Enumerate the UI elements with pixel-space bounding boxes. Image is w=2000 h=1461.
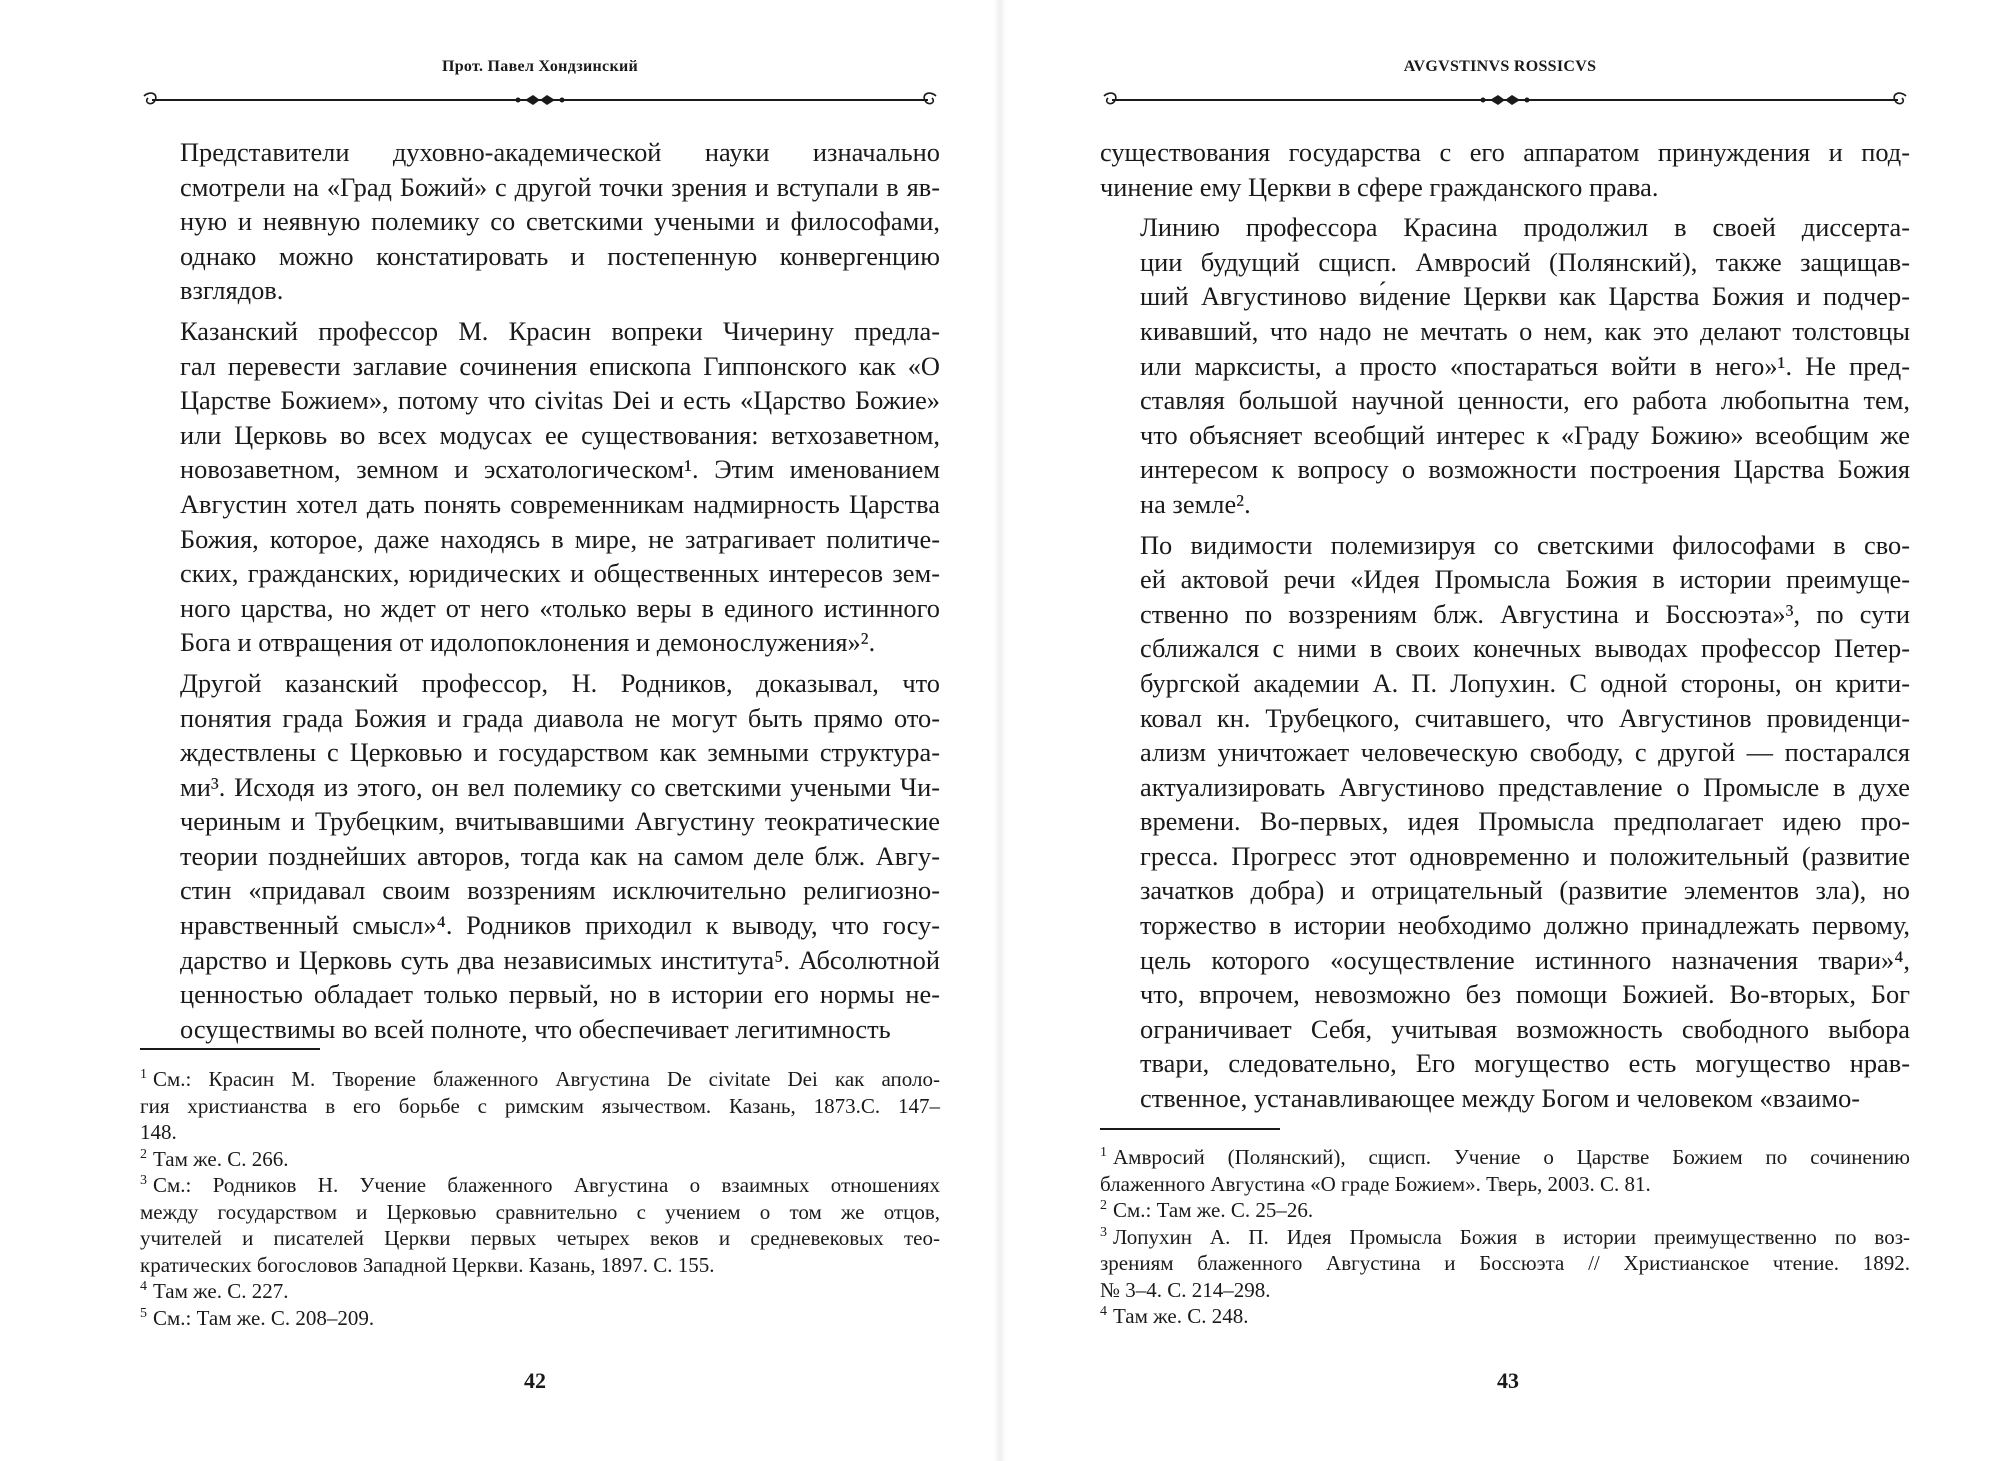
paragraph — [1100, 135, 1910, 204]
footnote-text: Там же. С. 266. — [153, 1146, 289, 1171]
footnote — [1100, 1197, 1910, 1224]
paragraph — [140, 314, 940, 660]
footnote-number: 3 — [140, 1173, 147, 1188]
paragraph — [140, 666, 940, 1047]
footnote-text: См.: Родников Н. Учение блаженного Августина о взаимных отношениях — [153, 1173, 940, 1197]
footnote-line — [140, 1066, 940, 1093]
footnote — [140, 1172, 940, 1278]
footnote-line — [1100, 1224, 1910, 1251]
footnote-line — [1100, 1303, 1910, 1330]
footnote-line — [1100, 1197, 1910, 1224]
text-line: ставляя большой научной ценности, его работа любопытна тем, — [1140, 385, 1910, 416]
text-line: сближался с ними в своих конечных выводах профессор Петер- — [1140, 633, 1910, 664]
footnote-text: блаженного Августина «О граде Божием». Тверь, 2003. С. 81. — [1100, 1171, 1651, 1196]
ornamental-rule-right — [1100, 88, 1910, 112]
footnote-number: 3 — [1100, 1224, 1107, 1240]
footnote-number: 1 — [1100, 1145, 1107, 1160]
page-number-left: 42 — [524, 1368, 546, 1393]
text-line: понятия града Божия и града диавола не могут быть прямо ото- — [180, 702, 940, 733]
running-head-left: Прот. Павел Хондзинский — [441, 58, 639, 75]
footnote-line — [140, 1172, 940, 1199]
footnote-number: 1 — [140, 1067, 147, 1082]
text-line: ную и неявную полемику со светскими учеными и философами, — [180, 206, 940, 237]
text-line: Казанский профессор М. Красин вопреки Чичерину предла- — [180, 315, 940, 346]
text-line: что, впрочем, невозможно без помощи Божией. Во-вторых, Бог — [1140, 979, 1910, 1010]
text-line: Представители духовно-академической науки изначально — [180, 137, 940, 167]
text-line: или марксисты, а просто «постараться войти в него»¹. Не пред- — [1140, 350, 1910, 381]
text-line: смотрели на «Град Божий» с другой точки зрения и вступали в яв- — [180, 171, 940, 202]
text-line: бургской академии А. П. Лопухин. С одной стороны, он крити- — [1140, 667, 1910, 698]
text-line: теории позднейших авторов, тогда как на самом деле блж. Авгу- — [180, 840, 940, 871]
footnote-line — [140, 1225, 940, 1252]
text-line: что объясняет всеобщий интерес к «Граду Божию» всеобщим же — [1140, 419, 1910, 450]
footnote-text: зрениям блаженного Августина и Боссюэта // Христианское чтение. 1892. — [1100, 1251, 1910, 1275]
text-line: гал перевести заглавие сочинения епископа Гиппонского как «О — [180, 350, 940, 381]
footnote-text: Лопухин А. П. Идея Промысла Божия в истории преимущественно по воз- — [1113, 1224, 1910, 1249]
text-line: ший Августиново ви́дение Церкви как Царства Божия и подчер- — [1140, 281, 1910, 312]
footnote-line — [140, 1146, 940, 1173]
text-line: стин «придавал своим воззрениям исключительно религиозно- — [180, 875, 940, 906]
footnote-number: 5 — [140, 1305, 147, 1321]
footnote-line — [1100, 1144, 1910, 1171]
footnote-text: № 3–4. С. 214–298. — [1100, 1277, 1271, 1302]
footnote-line — [140, 1305, 940, 1332]
right-footnotes — [1100, 1144, 1910, 1330]
paragraph — [1100, 528, 1910, 1116]
text-line: новозаветном, земном и эсхатологическом¹. Этим именованием — [180, 454, 940, 485]
text-line: ковал кн. Трубецкого, считавшего, что Августинов провиденци- — [1140, 702, 1910, 733]
footnote-text: между государством и Церковью сравнительно с учением о том же отцов, — [140, 1199, 940, 1224]
footnote-line — [140, 1119, 940, 1146]
footnote-text: учителей и писателей Церкви первых четырех веков и средневековых тео- — [140, 1226, 940, 1250]
text-line: взглядов. — [180, 275, 284, 306]
text-line: Бога и отвращения от идолопоклонения и демонослужения»². — [180, 627, 876, 658]
footnote-text: См.: Там же. С. 25–26. — [1113, 1198, 1314, 1222]
right-body-text — [1100, 135, 1910, 1116]
footnote-line — [1100, 1171, 1910, 1198]
footnote — [1100, 1144, 1910, 1197]
footnote-text: 148. — [140, 1120, 177, 1144]
footnote-text: гия христианства в его борьбе с римским язычеством. Казань, 1873.С. 147– — [140, 1093, 940, 1118]
text-line: ограничивает Себя, учитывая возможность свободного выбора — [1140, 1013, 1910, 1044]
footnote — [140, 1146, 940, 1173]
running-head-right: AVGVSTINVS ROSSICVS — [1403, 58, 1597, 75]
footnote-number: 4 — [1100, 1304, 1107, 1319]
text-line: существования государства с его аппаратом принуждения и под- — [1100, 137, 1910, 167]
text-line: ного царства, но ждет от него «только веры в единого истинного — [180, 592, 940, 623]
paragraph — [1100, 210, 1910, 521]
text-line: Линию профессора Красина продолжил в своей диссерта- — [1140, 212, 1910, 243]
footnote-text: Там же. С. 227. — [153, 1279, 289, 1303]
text-line: дарство и Церковь суть два независимых института⁵. Абсолютной — [180, 944, 940, 975]
text-line: зачатков добра) и отрицательный (развитие элементов зла), но — [1140, 875, 1910, 906]
text-line: времени. Во-первых, идея Промысла предполагает идею про- — [1140, 806, 1910, 837]
text-line: ми³. Исходя из этого, он вел полемику со светскими учеными Чи- — [180, 771, 940, 802]
left-body-text — [140, 135, 940, 1046]
right-page — [1000, 0, 2000, 1461]
footnote — [140, 1305, 940, 1332]
footnote-number: 4 — [140, 1279, 147, 1294]
footnote-line — [1100, 1250, 1910, 1277]
footnote-line — [1100, 1277, 1910, 1304]
text-line: цель которого «осуществление истинного назначения твари»⁴, — [1140, 944, 1910, 975]
footnote-text: Там же. С. 248. — [1113, 1304, 1249, 1328]
text-line: ждествлены с Церковью и государством как земными структура- — [180, 737, 940, 768]
footnote-line — [140, 1093, 940, 1120]
text-line: Царстве Божием», потому что civitas Dei и есть «Царство Божие» — [180, 385, 940, 416]
text-line: Другой казанский профессор, Н. Родников, доказывал, что — [180, 667, 940, 698]
text-line: твари, следовательно, Его могущество есть могущество нрав- — [1140, 1048, 1910, 1079]
footnote-line — [140, 1252, 940, 1279]
footnote-number: 2 — [140, 1146, 147, 1162]
footnote-text: Амвросий (Полянский), сщисп. Учение о Царстве Божием по сочинению — [1113, 1145, 1910, 1169]
footnote — [140, 1066, 940, 1146]
footnote-line — [140, 1278, 940, 1305]
text-line: ции будущий сщисп. Амвросий (Полянский), также защищав- — [1140, 246, 1910, 277]
footnote-text: См.: Там же. С. 208–209. — [153, 1305, 375, 1330]
text-line: ских, гражданских, юридических и общественных интересов зем- — [180, 558, 940, 589]
text-line: гресса. Прогресс этот одновременно и положительный (развитие — [1140, 840, 1910, 871]
footnote-text: См.: Красин М. Творение блаженного Августина De civitate Dei как аполо- — [153, 1067, 940, 1091]
text-line: ственное, устанавливающее между Богом и человеком «взаимо- — [1140, 1083, 1861, 1114]
left-footnotes — [140, 1066, 940, 1331]
footnote — [1100, 1224, 1910, 1304]
text-line: По видимости полемизируя со светскими философами в сво- — [1140, 529, 1910, 560]
footnote-rule-right — [1100, 1128, 1280, 1130]
footnote — [1100, 1303, 1910, 1330]
footnote-line — [140, 1199, 940, 1226]
text-line: чериным и Трубецким, вчитывавшими Августину теократические — [180, 806, 940, 837]
text-line: Августин хотел дать понять современникам надмирность Царства — [180, 488, 940, 519]
page-number-right: 43 — [1497, 1368, 1519, 1393]
footnote-number: 2 — [1100, 1198, 1107, 1213]
footnote-rule-left — [140, 1048, 320, 1050]
text-line: Божия, которое, даже находясь в мире, не затрагивает политиче- — [180, 523, 940, 554]
text-line: на земле². — [1140, 488, 1251, 519]
ornamental-rule-left — [140, 88, 940, 112]
text-line: однако можно констатировать и постепенную конвергенцию — [180, 240, 940, 271]
footnote-text: кратических богословов Западной Церкви. Казань, 1897. С. 155. — [140, 1252, 715, 1277]
text-line: торжество в истории необходимо должно принадлежать первому, — [1140, 910, 1910, 941]
text-line: ценностью обладает только первый, но в истории его нормы не- — [180, 979, 940, 1010]
text-line: нравственный смысл»⁴. Родников приходил к выводу, что госу- — [180, 910, 940, 941]
text-line: или Церковь во всех модусах ее существования: ветхозаветном, — [180, 419, 940, 450]
text-line: осуществимы во всей полноте, что обеспечивает легитимность — [180, 1013, 891, 1044]
paragraph — [140, 135, 940, 308]
text-line: ей актовой речи «Идея Промысла Божия в истории преимуще- — [1140, 564, 1910, 595]
text-line: интересом к вопросу о возможности построения Царства Божия — [1140, 454, 1910, 485]
footnote — [140, 1278, 940, 1305]
text-line: ственно по воззрениям блж. Августина и Боссюэта»³, по сути — [1140, 598, 1910, 629]
text-line: кивавший, что надо не мечтать о нем, как это делают толстовцы — [1140, 315, 1910, 346]
text-line: чинение ему Церкви в сфере гражданского права. — [1100, 171, 1659, 202]
text-line: актуализировать Августиново представление о Промысле в духе — [1140, 771, 1910, 802]
text-line: ализм уничтожает человеческую свободу, с другой — постарался — [1140, 737, 1910, 768]
